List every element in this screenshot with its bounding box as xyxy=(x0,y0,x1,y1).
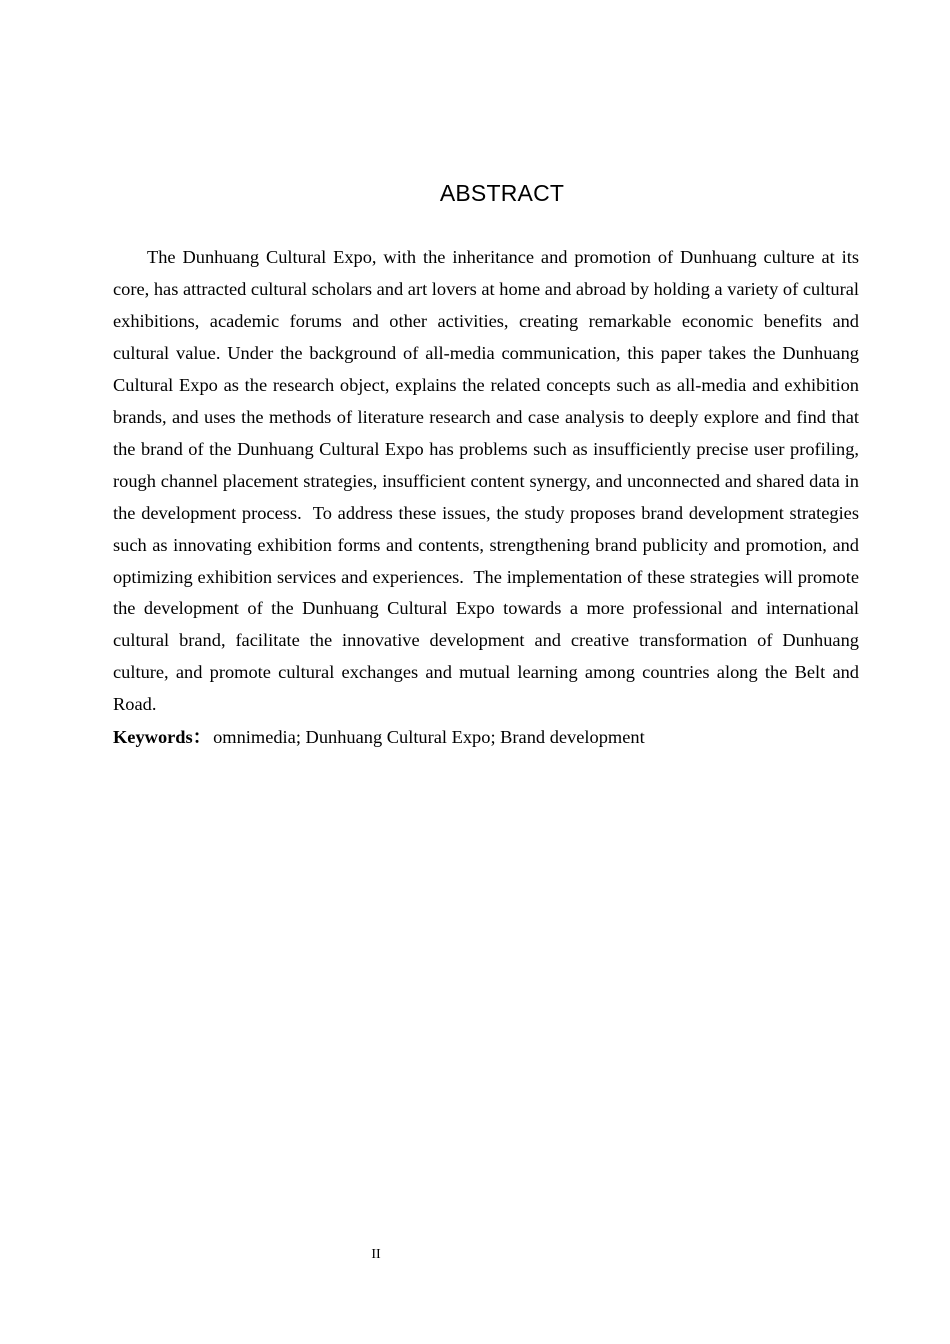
keywords-line xyxy=(113,721,859,753)
keywords-label: Keywords xyxy=(113,727,193,747)
keywords-value: omnimedia; Dunhuang Cultural Expo; Brand development xyxy=(213,727,645,747)
page-number: II xyxy=(371,1247,381,1262)
abstract-body: The Dunhuang Cultural Expo, with the inheritance and promotion of Dunhuang culture at its core, has attracted cultural scholars and art lovers at home and abroad by holding a variety of cultural exhibitions, academic forums and other activities, creating remarkable economic benefits and cultural value. Under the background of all-media communication, this paper takes the Dunhuang Cultural Expo as the research object, explains the related concepts such as all-media and exhibition brands, and uses the methods of literature research and case analysis to deeply explore and find that the brand of the Dunhuang Cultural Expo has problems such as insufficiently precise user profiling, rough channel placement strategies, insufficient content synergy, and unconnected and shared data in the development process. To address these issues, the study proposes brand development strategies such as innovating exhibition forms and contents, strengthening brand publicity and promotion, and optimizing exhibition services and experiences. The implementation of these strategies will promote the development of the Dunhuang Cultural Expo towards a more professional and international cultural brand, facilitate the innovative development and creative transformation of Dunhuang culture, and promote cultural exchanges and mutual learning among countries along the Belt and Road. xyxy=(113,247,864,715)
abstract-title: ABSTRACT xyxy=(439,180,565,206)
keywords-separator: ： xyxy=(192,727,212,747)
